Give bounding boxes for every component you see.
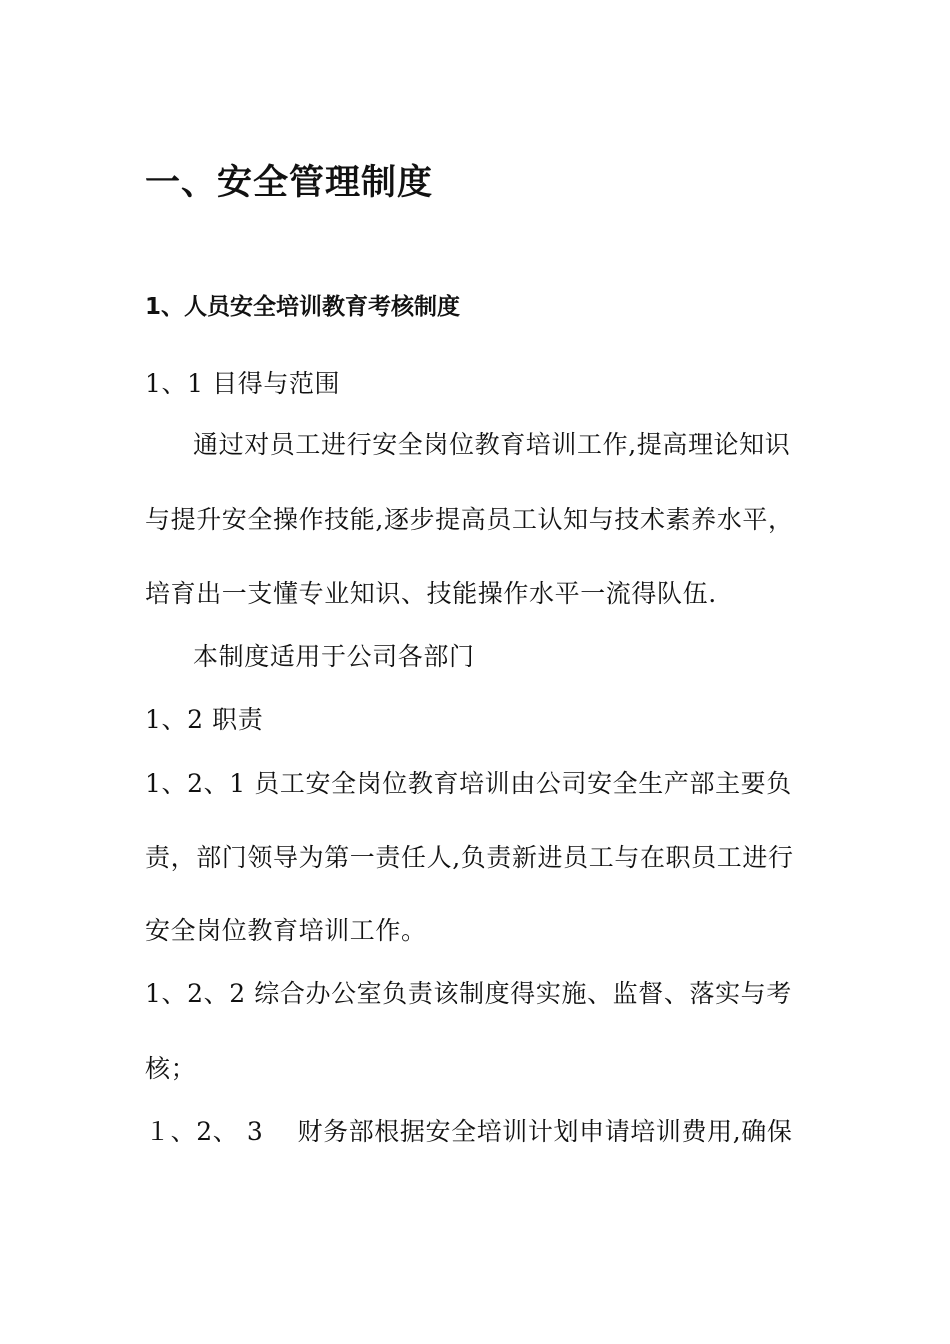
subsection-purpose-scope: 1、1 目得与范围 [145,369,341,398]
scope-paragraph: 本制度适用于公司各部门 [193,642,475,671]
item-1-2-1-line-3: 安全岗位教育培训工作。 [145,916,427,945]
document-title: 一、安全管理制度 [145,163,434,203]
subsection-responsibilities: 1、2 职责 [145,705,264,734]
item-1-2-1-line-2: 责，部门领导为第一责任人,负责新进员工与在职员工进行 [145,843,794,872]
purpose-paragraph-line-2: 与提升安全操作技能,逐步提高员工认知与技术素养水平， [145,505,794,534]
item-1-2-2-line-2: 核； [145,1054,197,1083]
item-1-2-2-line-1: 1、2、2 综合办公室负责该制度得实施、监督、落实与考 [145,979,792,1008]
purpose-paragraph-line-1: 通过对员工进行安全岗位教育培训工作,提高理论知识 [193,430,791,459]
item-1-2-1-line-1: 1、2、1 员工安全岗位教育培训由公司安全生产部主要负 [145,769,792,798]
section-heading: 1、人员安全培训教育考核制度 [145,294,461,320]
purpose-paragraph-line-3: 培育出一支懂专业知识、技能操作水平一流得队伍. [145,579,717,608]
item-1-2-3-line-1: １、2、 3 财务部根据安全培训计划申请培训费用,确保 [145,1117,793,1146]
